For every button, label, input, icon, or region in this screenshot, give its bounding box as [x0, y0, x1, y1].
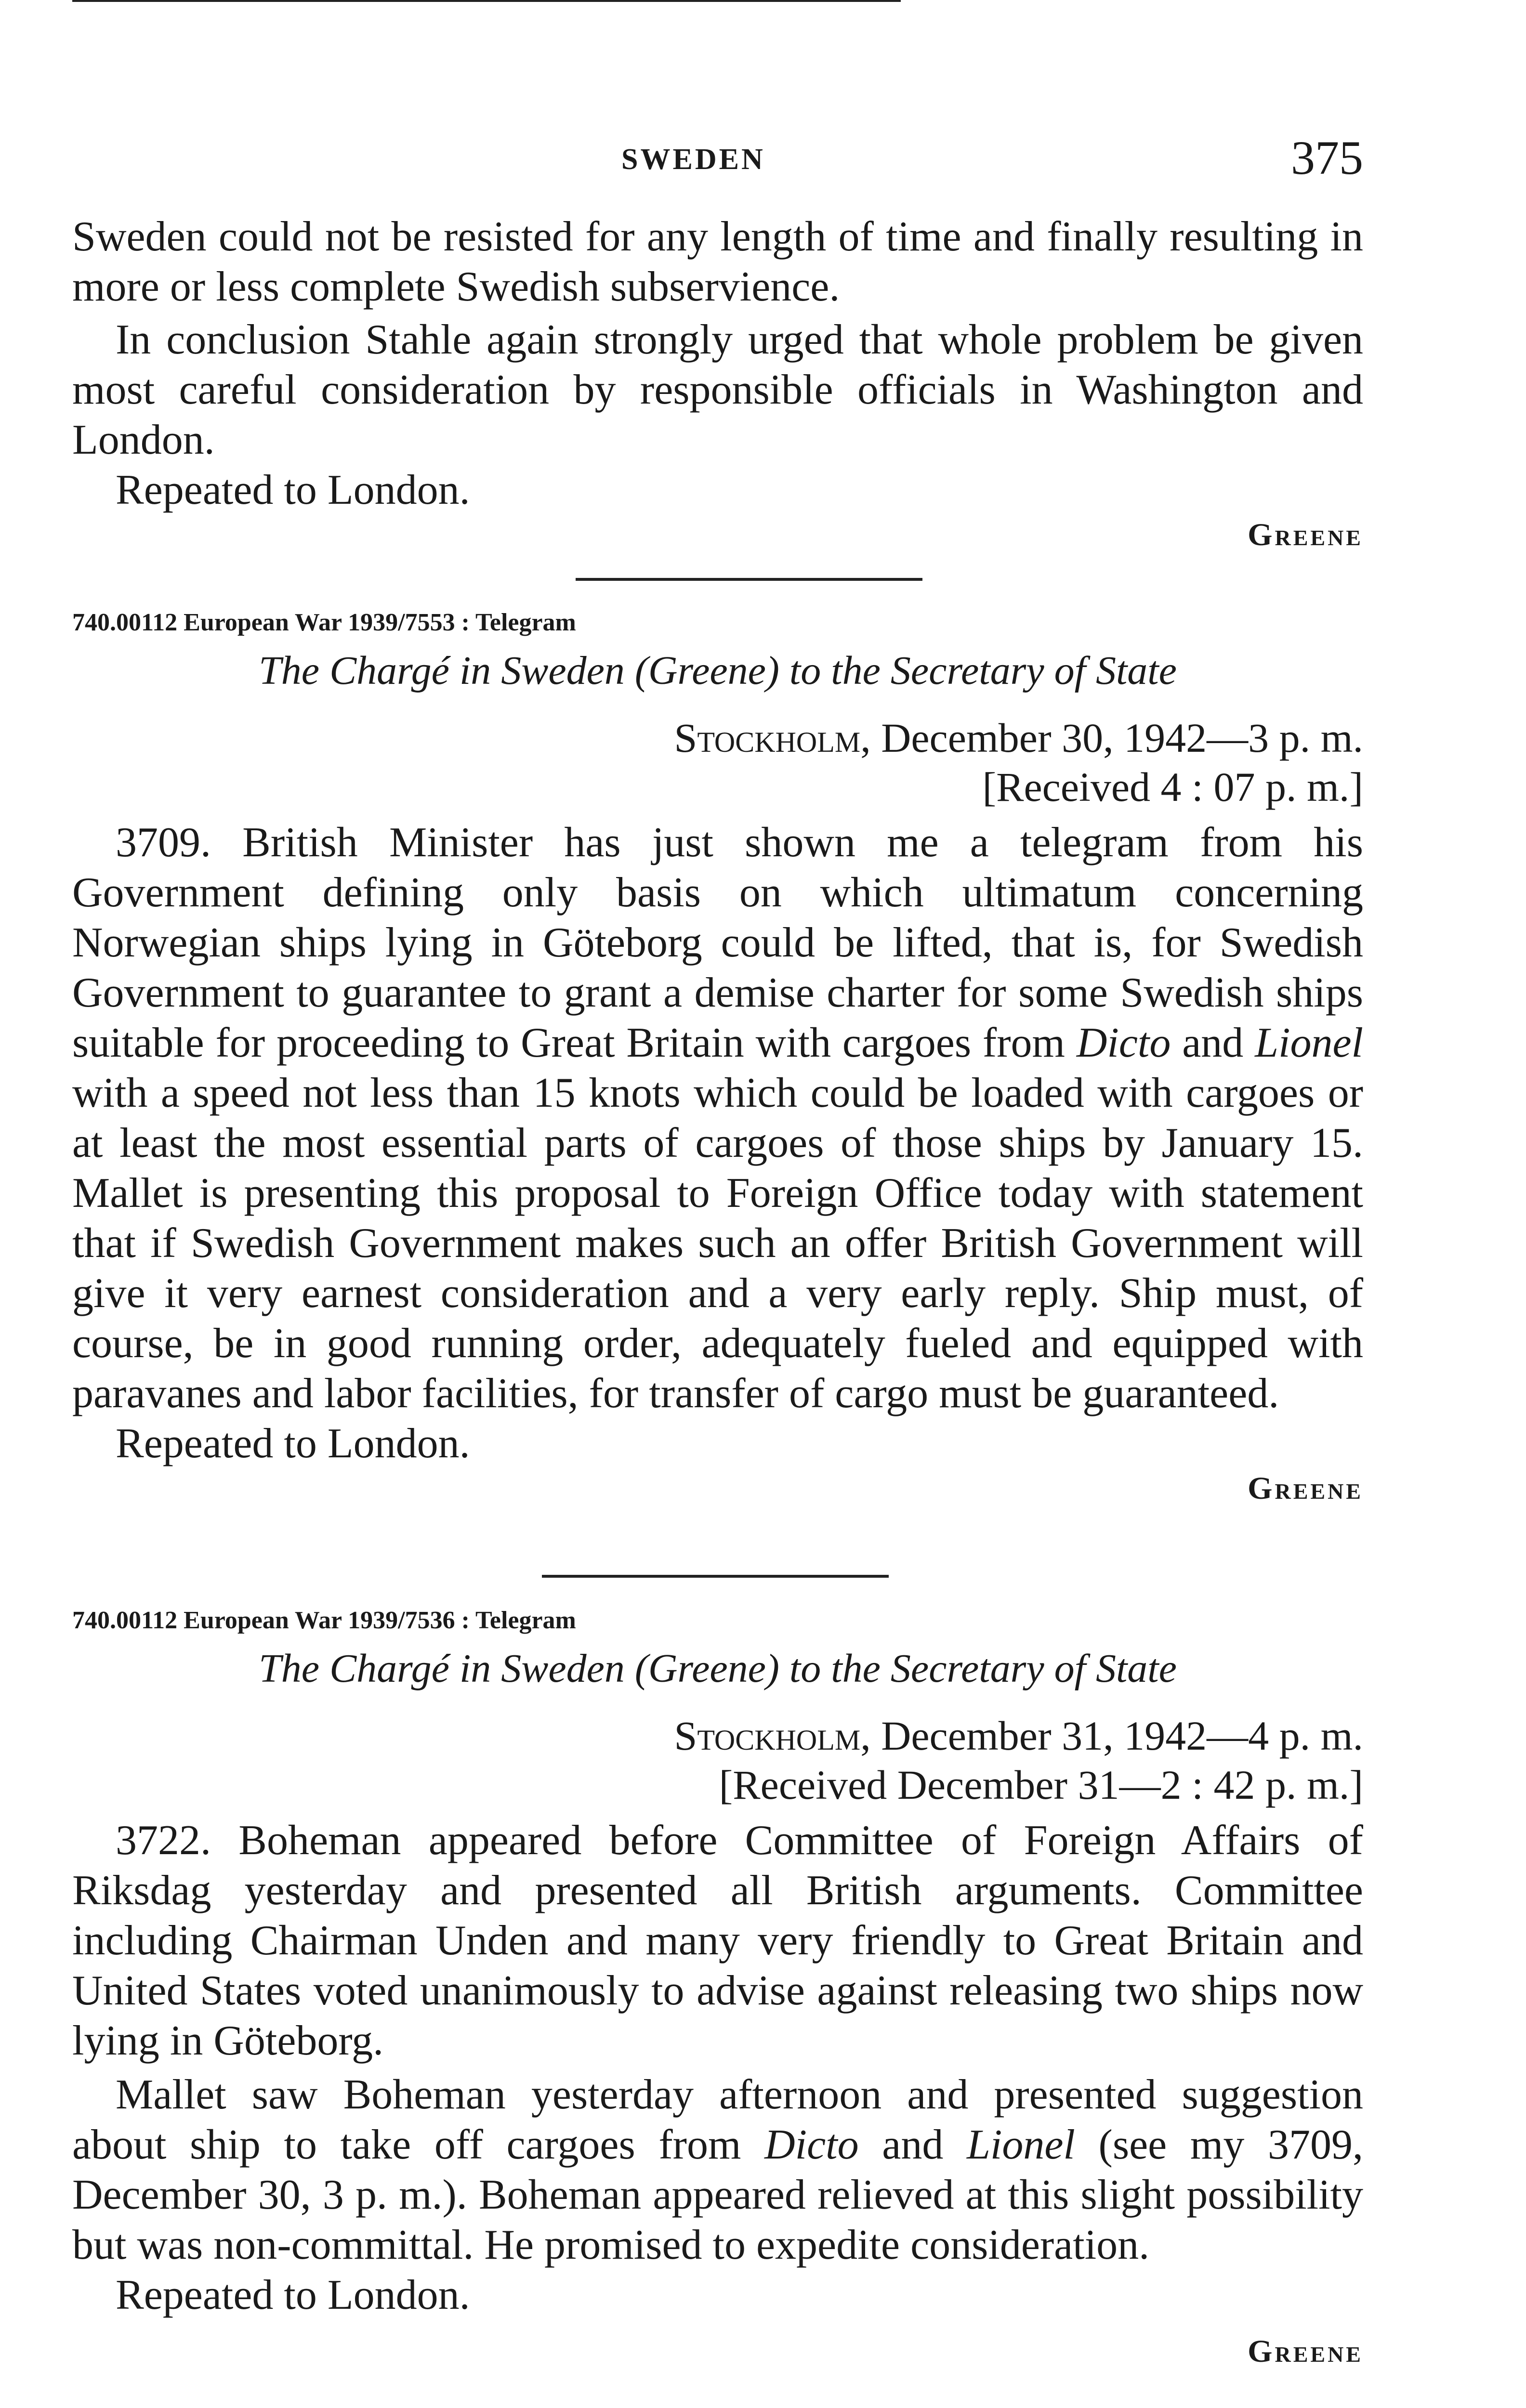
section-separator — [576, 578, 922, 581]
received-line: [Received 4 : 07 p. m.] — [982, 764, 1363, 810]
telegram-paragraph-2 — [72, 2070, 1363, 2270]
received-line: [Received December 31—2 : 42 p. m.] — [719, 1762, 1363, 1808]
body-text: and — [858, 2121, 967, 2168]
body-text: 3709. British Minister has just shown me a telegram from his Government defining only basis on which ultimatum concerning Norwegian ships lying in Göteborg could be lifted, that is, for Swedish Government to guarantee to grant a demise charter for some Swedish ships suitable for proceeding to Great Britain with cargoes from — [72, 819, 1363, 1066]
repeated-note: Repeated to London. — [116, 1420, 470, 1467]
telegram-paragraph-1: 3722. Boheman appeared before Committee of Foreign Affairs of Riksdag yesterday and presented all British arguments. Committee including Chairman Unden and many very friendly to Great Britain and United States voted unanimously to advise against releasing two ships now lying in Göteborg. — [72, 1817, 1363, 2064]
section-separator — [542, 1575, 889, 1578]
dateline-place: Stockholm, — [674, 715, 871, 761]
dateline-date: December 30, 1942—3 p. m. — [870, 715, 1363, 761]
ship-name-lionel: Lionel — [1255, 1020, 1364, 1066]
body-text: with a speed not less than 15 knots which could be loaded with cargoes or at least the most essential parts of cargoes of those ships by January 15. Mallet is presenting this proposal to Foreign Office today with statement that if Swedish Government makes such an offer British Government will give it very earnest consideration and a very early reply. Ship must, of course, be in good running order, adequately fueled and equipped with paravanes and labor facilities, for transfer of cargo must be guaranteed. — [72, 1070, 1363, 1417]
signature: Greene — [1248, 1471, 1363, 1506]
continuation-paragraph: Sweden could not be resisted for any length of time and finally resulting in more or less complete Swedish subservience. — [72, 213, 1363, 310]
file-reference: 740.00112 European War 1939/7553 : Telegram — [72, 609, 576, 636]
signature: Greene — [1248, 2334, 1363, 2369]
dateline — [72, 713, 1363, 763]
dateline — [72, 1711, 1363, 1761]
file-reference: 740.00112 European War 1939/7536 : Telegram — [72, 1607, 576, 1634]
conclusion-paragraph: In conclusion Stahle again strongly urged that whole problem be given most careful consideration by responsible officials in Washington and London. — [72, 316, 1363, 463]
telegram-body — [72, 818, 1363, 1419]
document-title: The Chargé in Sweden (Greene) to the Secretary of State — [259, 1646, 1177, 1691]
page-number: 375 — [1291, 131, 1363, 184]
continuation-section — [72, 212, 1363, 557]
body-text: and — [1171, 1020, 1255, 1066]
body-text: (see my 3709, December 30, 3 p. m.). Boheman appeared relieved at this slight possibility but was non-committal. He promised to expedite consideration. — [72, 2121, 1363, 2268]
dateline-place: Stockholm, — [674, 1713, 871, 1759]
running-head — [72, 130, 1363, 183]
body-text: Mallet saw Boheman yesterday afternoon and presented suggestion about ship to take off cargoes from — [72, 2071, 1363, 2168]
document-page — [72, 0, 1363, 2408]
dateline-date: December 31, 1942—4 p. m. — [870, 1713, 1363, 1759]
signature: Greene — [1248, 517, 1363, 552]
telegram-3709 — [72, 606, 1363, 1510]
repeated-note: Repeated to London. — [116, 2272, 470, 2318]
telegram-3722 — [72, 1604, 1363, 2373]
top-rule — [72, 0, 901, 2]
ship-name-lionel: Lionel — [966, 2121, 1075, 2168]
repeated-note: Repeated to London. — [116, 467, 470, 513]
running-title: SWEDEN — [621, 143, 765, 176]
ship-name-dicto: Dicto — [764, 2121, 859, 2168]
document-title: The Chargé in Sweden (Greene) to the Secretary of State — [259, 648, 1177, 693]
ship-name-dicto: Dicto — [1076, 1020, 1171, 1066]
